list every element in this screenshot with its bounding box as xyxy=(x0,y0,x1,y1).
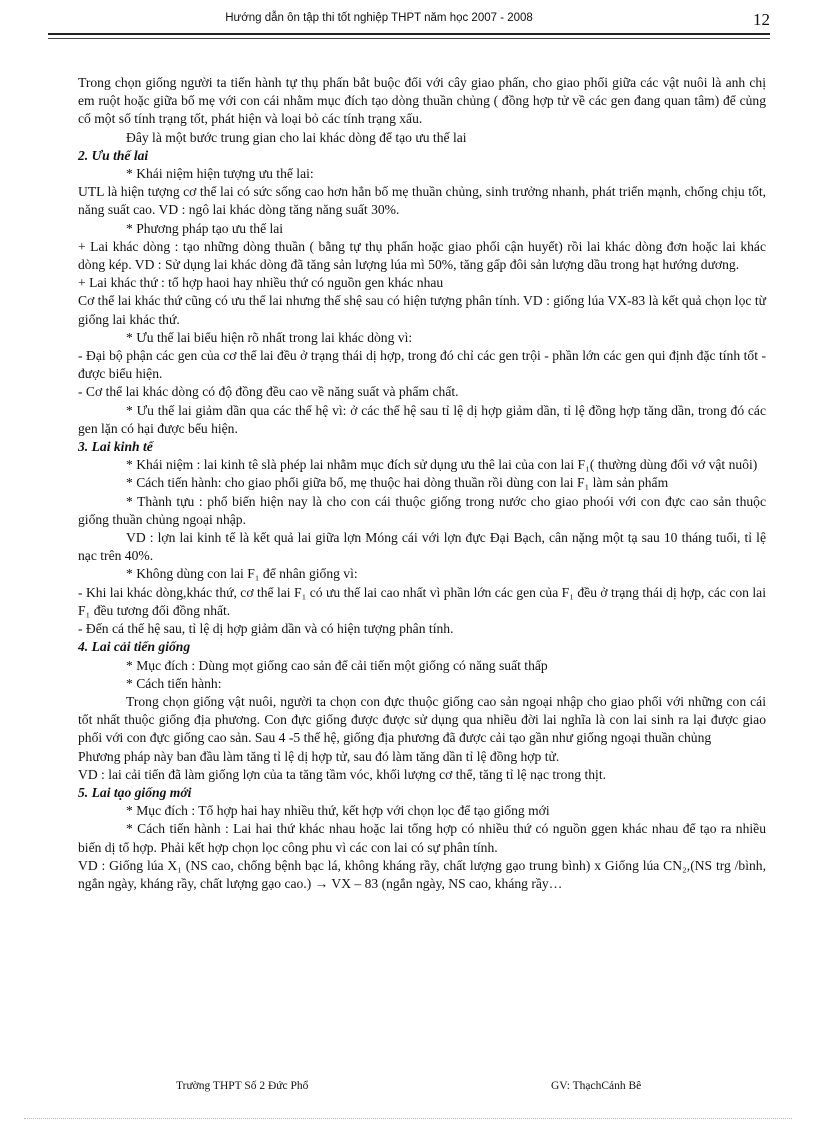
body-paragraph: VD : lợn lai kinh tế là kết quả lai giữa lợn Móng cái với lợn đực Đại Bạch, cân nặng một tạ sau 10 tháng tuổi, tỉ lệ nạc trên 40%. xyxy=(78,530,766,564)
footer-school: Trường THPT Số 2 Đức Phổ xyxy=(176,1080,309,1092)
body-paragraph: UTL là hiện tượng cơ thể lai có sức sống cao hơn hẳn bố mẹ thuần chủng, sinh trưởng nhanh, phát triển mạnh, chống chịu tốt, năng suất cao. VD : ngô lai khác dòng tăng năng suất 30%. xyxy=(78,184,766,218)
page-footer xyxy=(0,1080,816,1100)
body-paragraph: + Lai khác dòng : tạo những dòng thuần ( bằng tự thụ phấn hoặc giao phối cận huyết) rồi lai khác dòng đơn hoặc lai khác dòng kép. VD : Sử dụng lai khác dòng đã tăng sản lượng lúa mì 50%, tăng gấp đôi sản lượng dầu trong hạt hướng dương. xyxy=(78,238,766,273)
body-paragraph: * Ưu thế lai biểu hiện rõ nhất trong lai khác dòng vì: xyxy=(126,329,413,345)
body-paragraph: * Phương pháp tạo ưu thế lai xyxy=(126,220,284,236)
section-heading: 4. Lai cải tiến giống xyxy=(78,639,191,655)
body-paragraph: - Đến cá thế hệ sau, tỉ lệ dị hợp giảm dần và có hiện tượng phân tính. xyxy=(78,621,454,637)
body-paragraph: * Không dùng con lai F₁ để nhân giống vì: xyxy=(126,566,358,582)
body-paragraph: VD : lai cải tiến đã làm giống lợn của ta tăng tầm vóc, khối lượng cơ thể, tăng tỉ lệ nạc trong thịt. xyxy=(78,766,606,782)
document-body xyxy=(78,74,766,893)
section-heading: 5. Lai tạo giống mới xyxy=(78,784,192,800)
body-paragraph: * Cách tiến hành: xyxy=(126,675,222,691)
page-bottom-border xyxy=(24,1118,792,1119)
body-paragraph: * Khái niệm hiện tượng ưu thế lai: xyxy=(126,166,314,182)
body-paragraph: + Lai khác thứ : tổ hợp haoi hay nhiều thứ có nguồn gen khác nhau xyxy=(78,275,444,291)
body-paragraph: * Ưu thế lai giảm dần qua các thế hệ vì: ở các thế hệ sau tỉ lệ dị hợp giảm dần, tỉ lệ đồng hợp tăng dần, trong đó các gen lặn có hại được bểu hiện. xyxy=(78,402,766,436)
body-paragraph: Đây là một bước trung gian cho lai khác dòng để tạo ưu thế lai xyxy=(126,129,467,145)
body-paragraph: - Cơ thể lai khác dòng có độ đồng đều cao về năng suất và phẩm chất. xyxy=(78,384,459,400)
header-title: Hướng dẫn ôn tập thi tốt nghiệp THPT năm học 2007 - 2008 xyxy=(225,12,533,24)
body-paragraph: * Cách tiến hành : Lai hai thứ khác nhau hoặc lai tổng hợp có nhiều thứ có nguồn ggen khác nhau để tạo ra nhiều biến dị tổ hợp. Phải kết hợp chọn lọc công phu vì các con lai có sự phân tính. xyxy=(78,821,766,855)
body-paragraph: * Cách tiến hành: cho giao phối giữa bố, mẹ thuộc hai dòng thuần rồi dùng con lai F₁ làm sản phẩm xyxy=(126,475,669,491)
body-paragraph: Trong chọn giống người ta tiến hành tự thụ phấn bắt buộc đối với cây giao phấn, cho giao phối giữa các vật nuôi là anh chị em ruột hoặc giữa bố mẹ với con cái nhằm mục đích tạo dòng thuần chủng ( đồng hợp tử về các gen đang quan tâm) để củng cố một số tính trạng tốt, phát hiện và loại bỏ các tính trạng xấu. xyxy=(78,75,766,127)
body-paragraph: Phương pháp này ban đầu làm tăng tỉ lệ dị hợp tử, sau đó làm tăng dần tỉ lệ đồng hợp tử. xyxy=(78,748,560,764)
body-paragraph: - Khi lai khác dòng,khác thứ, cơ thể lai F₁ có ưu thế lai cao nhất vì phần lớn các gen của F₁ đều ở trạng thái dị hợp, các con lai F₁ đều tương đối đồng nhất. xyxy=(78,584,766,618)
body-paragraph: * Khái niệm : lai kinh tê slà phép lai nhằm mục đích sử dụng ưu thê lai của con lai F₁( thường dùng đối vớ vật nuôi) xyxy=(126,457,758,473)
section-heading: 3. Lai kinh tế xyxy=(78,439,153,455)
body-paragraph: * Mục đích : Tổ hợp hai hay nhiều thứ, kết hợp với chọn lọc để tạo giống mới xyxy=(126,803,550,819)
body-paragraph: - Đại bộ phận các gen của cơ thể lai đều ở trạng thái dị hợp, trong đó chỉ các gen trội - phần lớn các gen qui định đặc tính tốt - được biểu hiện. xyxy=(78,348,766,382)
body-paragraph: * Mục đích : Dùng mọt giống cao sản để cải tiến một giống có năng suất thấp xyxy=(126,657,548,673)
body-paragraph: * Thành tựu : phổ biến hiện nay là cho con cái thuộc giống trong nước cho giao phoói với con đực cao sản thuộc giống thuần chủng ngoại nhập. xyxy=(78,493,766,527)
body-paragraph: VD : Giống lúa X₁ (NS cao, chống bệnh bạc lá, không kháng rầy, chất lượng gạo trung bình) x Giống lúa CN₂,(NS trg /bình, ngắn ngày, kháng rầy, chất lượng gạo cao.) → VX – 83 (ngắn ngày, NS cao, kháng rầy… xyxy=(78,857,766,891)
section-heading: 2. Ưu thế lai xyxy=(78,147,149,163)
body-paragraph: Cơ thể lai khác thứ cũng có ưu thế lai nhưng thế shệ sau có hiện tượng phân tính. VD : giống lúa VX-83 là kết quả chọn lọc từ giống lai khác thứ. xyxy=(78,293,766,327)
footer-teacher: GV: ThạchCảnh Bê xyxy=(551,1080,642,1092)
page-number: 12 xyxy=(753,10,770,29)
header-rule-thick xyxy=(48,33,770,35)
header-rule-thin xyxy=(48,38,770,39)
body-paragraph: Trong chọn giống vật nuôi, người ta chọn con đực thuộc giống cao sản ngoại nhập cho giao phối với những con cái tốt nhất thuộc giống địa phương. Con đực giống được được sử dụng qua nhiều đời lai nghĩa là con lai sinh ra lại được giao phối với con đực giống cao sản. Sau 4 -5 thế hệ, giống địa phương đã được cải tạo gần như giống ngoại thuần chủng xyxy=(78,693,766,746)
